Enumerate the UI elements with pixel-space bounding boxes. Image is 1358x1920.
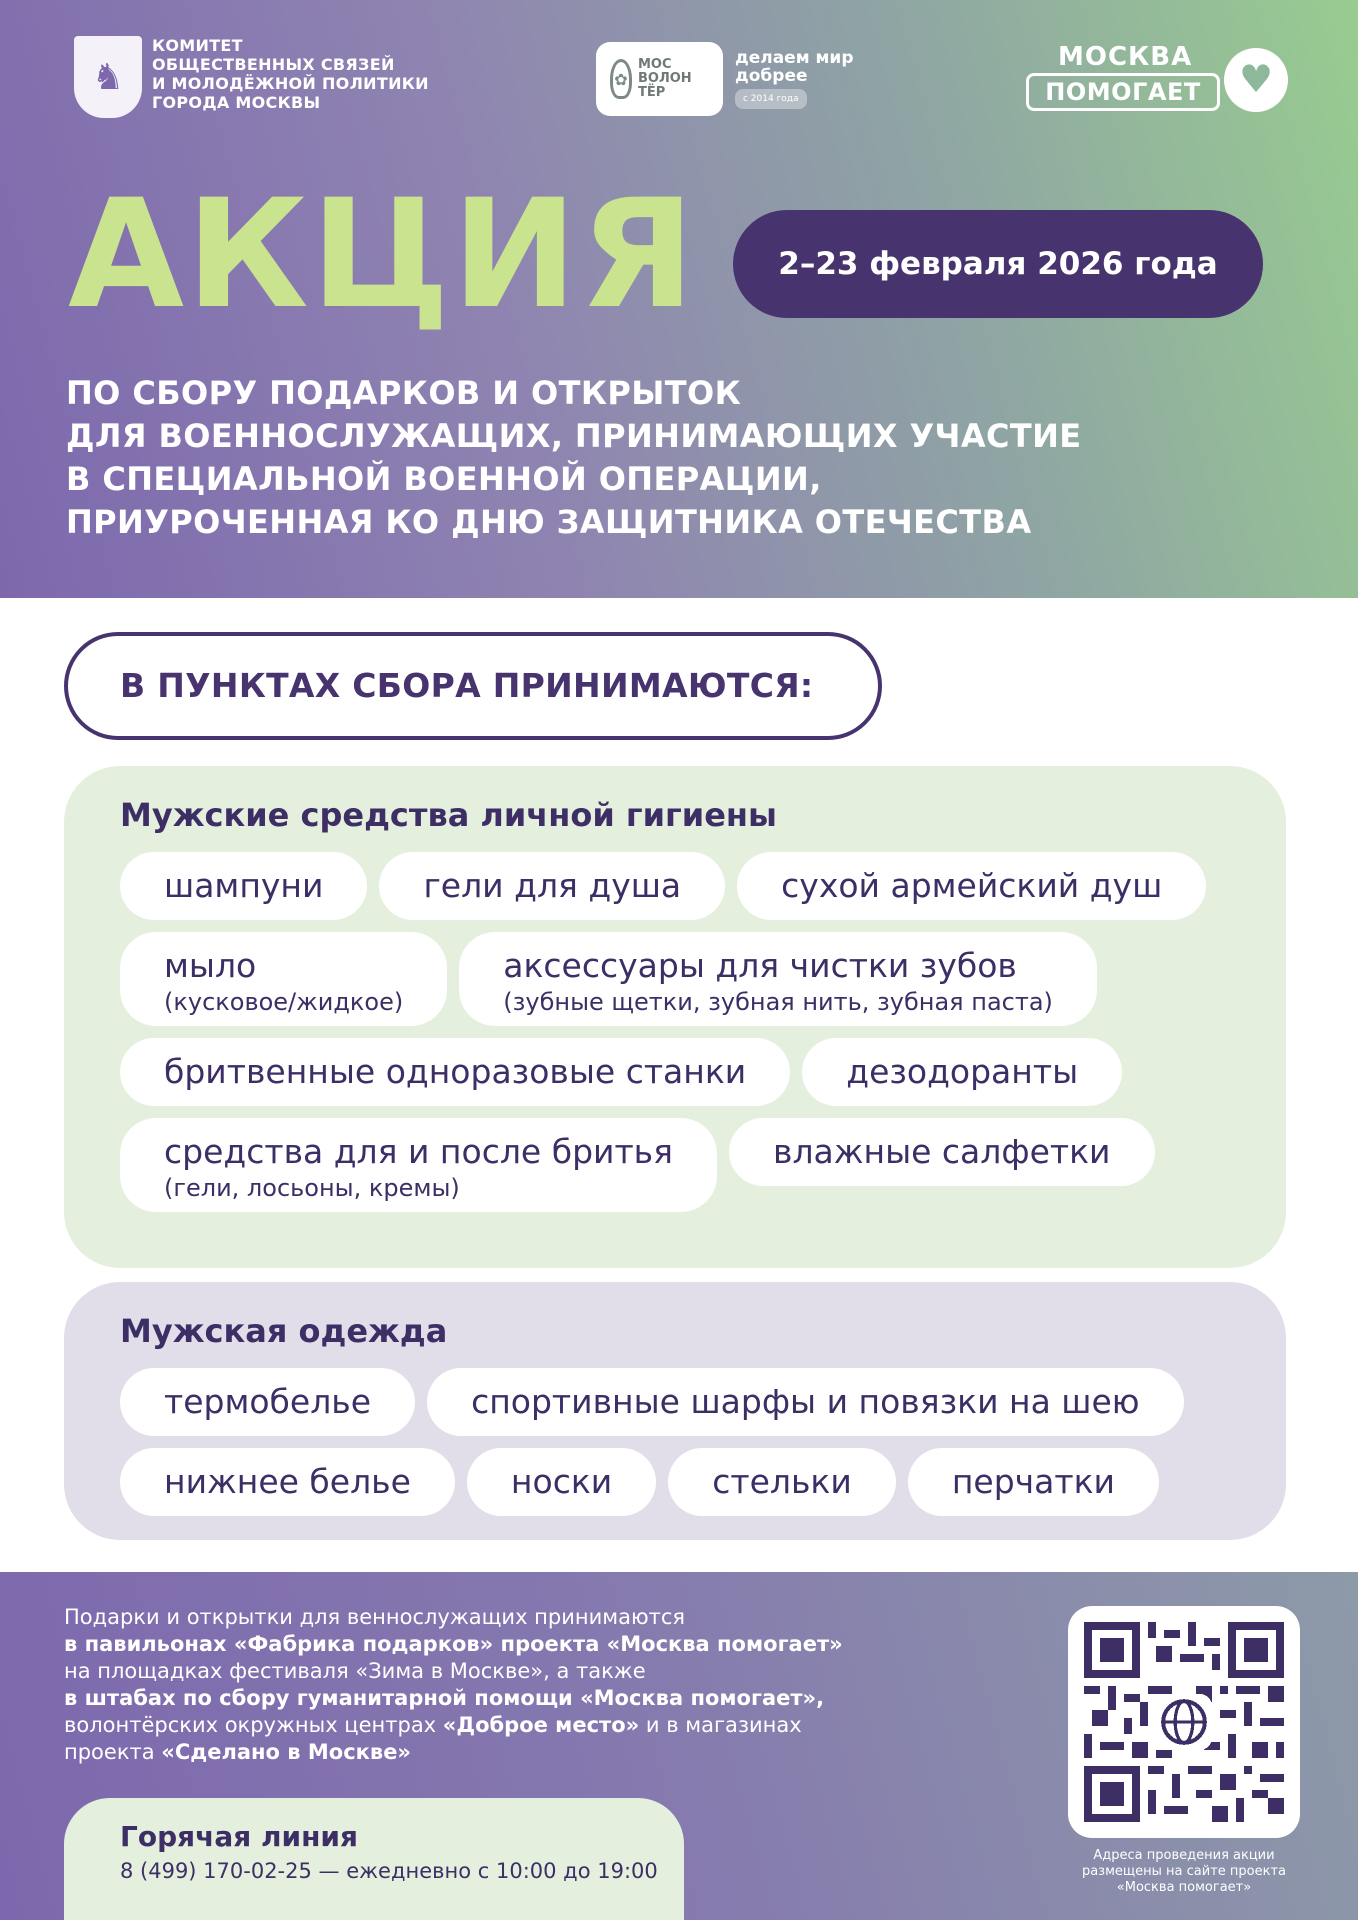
chip-item: средства для и после бритья (гели, лосьоны, кремы): [120, 1118, 717, 1212]
hotline-card: Горячая линия 8 (499) 170-02-25 — ежедневно с 10:00 до 19:00: [64, 1798, 684, 1920]
footer-info: Подарки и открытки для веннослужащих принимаются в павильонах «Фабрика подарков» проекта «Москва помогает» на площадках фестиваля «Зима в Москве», а также в штабах по сбору гуманитарной помощи «Москва помогает», волонтёрских окружных центрах «Доброе место» и в магазинах проекта «Сделано в Москве»: [64, 1605, 843, 1764]
chip-row: [120, 1448, 1286, 1516]
accept-heading: В ПУНКТАХ СБОРА ПРИНИМАЮТСЯ:: [64, 632, 882, 740]
date-badge: 2–23 февраля 2026 года: [733, 210, 1263, 318]
chip-item: перчатки: [908, 1448, 1159, 1516]
committee-logo: [74, 36, 429, 118]
footer: [0, 1572, 1358, 1920]
qr-caption: Адреса проведения акции размещены на сайте проекта «Москва помогает»: [1081, 1848, 1287, 1895]
chip-row: [120, 1368, 1286, 1436]
chip-row: [120, 932, 1286, 1026]
leaf-icon: ✿: [610, 59, 632, 99]
header: [0, 0, 1358, 598]
mosvolonter-slogan: делаем мир добрее с 2014 года: [735, 49, 854, 109]
chip-item: нижнее белье: [120, 1448, 455, 1516]
chip-row: [120, 1118, 1286, 1212]
mosvolonter-logo: [596, 42, 854, 116]
chip-item: мыло (кусковое/жидкое): [120, 932, 447, 1026]
chip-row: [120, 1038, 1286, 1106]
clothes-panel: [64, 1282, 1286, 1540]
qr-code[interactable]: [1068, 1606, 1300, 1838]
chip-item: носки: [467, 1448, 656, 1516]
clothes-title: Мужская одежда: [120, 1312, 448, 1350]
chip-item: влажные салфетки: [729, 1118, 1155, 1186]
chip-item: стельки: [668, 1448, 896, 1516]
page-title: АКЦИЯ: [68, 168, 697, 342]
mosvolonter-badge: ✿ МОС ВОЛОН ТЁР: [596, 42, 723, 116]
committee-name: КОМИТЕТ ОБЩЕСТВЕННЫХ СВЯЗЕЙ И МОЛОДЁЖНОЙ ПОЛИТИКИ ГОРОДА МОСКВЫ: [152, 36, 429, 112]
chip-item: термобелье: [120, 1368, 415, 1436]
subtitle: ПО СБОРУ ПОДАРКОВ И ОТКРЫТОК ДЛЯ ВОЕННОСЛУЖАЩИХ, ПРИНИМАЮЩИХ УЧАСТИЕ В СПЕЦИАЛЬНОЙ ВОЕННОЙ ОПЕРАЦИИ, ПРИУРОЧЕННАЯ КО ДНЮ ЗАЩИТНИКА ОТЕЧЕСТВА: [66, 374, 1082, 541]
chip-item: дезодоранты: [802, 1038, 1122, 1106]
heart-icon: ♥: [1224, 48, 1288, 112]
chip-item: бритвенные одноразовые станки: [120, 1038, 790, 1106]
chip-item: сухой армейский душ: [737, 852, 1206, 920]
chip-row: [120, 852, 1286, 920]
hygiene-panel: [64, 766, 1286, 1268]
moscow-helps-logo: МОСКВА ПОМОГАЕТ ♥: [1026, 42, 1288, 114]
hotline-phone: 8 (499) 170-02-25 — ежедневно с 10:00 до 19:00: [120, 1859, 658, 1883]
chip-item: шампуни: [120, 852, 367, 920]
chip-item: гели для душа: [379, 852, 725, 920]
hygiene-title: Мужские средства личной гигиены: [120, 796, 777, 834]
chip-item: аксессуары для чистки зубов (зубные щетки, зубная нить, зубная паста): [459, 932, 1097, 1026]
moscow-crest-icon: ♞: [74, 36, 142, 118]
chip-item: спортивные шарфы и повязки на шею: [427, 1368, 1184, 1436]
qr-code-icon: [1084, 1622, 1284, 1822]
